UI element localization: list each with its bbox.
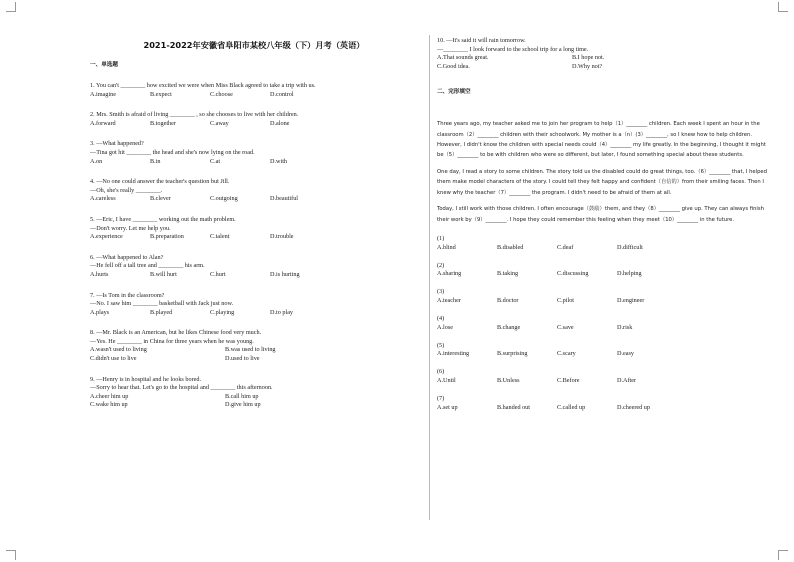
option-row <box>90 91 420 100</box>
option-row <box>90 158 420 167</box>
answer-option: A.experience <box>90 233 123 241</box>
answer-option: B.was used to living <box>225 346 276 354</box>
question-text: —He fell off a tall tree and ________ his arm. <box>90 262 205 270</box>
question-list <box>90 82 420 410</box>
answer-option: C.pilot <box>557 297 575 305</box>
answer-option: B.taking <box>497 270 519 278</box>
section-heading-single-choice: 一、单选题 <box>90 62 118 68</box>
cloze-number: (4) <box>437 315 445 323</box>
answer-option: B.surprising <box>497 350 528 358</box>
answer-option: D.alone <box>270 119 290 127</box>
answer-option: C.hurt <box>210 270 226 278</box>
answer-option: B.call him up <box>225 392 259 400</box>
answer-option: C.wake him up <box>90 401 128 409</box>
cloze-question <box>437 288 772 305</box>
question-block <box>90 111 420 128</box>
question-block <box>90 376 420 410</box>
answer-option: D.with <box>270 157 288 165</box>
option-row <box>437 404 772 413</box>
question-text: 10. —It's said it will rain tomorrow. <box>437 37 526 44</box>
cloze-number: (2) <box>437 261 445 269</box>
question-text: —Sorry to hear that. Let's go to the hospital and ________ this afternoon. <box>90 384 273 392</box>
crop-mark <box>778 2 788 12</box>
answer-option: C.called up <box>557 403 586 411</box>
question-block <box>90 329 420 363</box>
answer-option: D.helping <box>617 270 642 278</box>
answer-option: A.set up <box>437 403 458 411</box>
answer-option: A.wasn't used to living <box>90 346 147 354</box>
answer-option: D.cheered up <box>617 403 650 411</box>
answer-option: D.control <box>270 90 294 98</box>
passage-paragraph: Three years ago, my teacher asked me to join her program to help（1）________ children. Each week I spent an hour in the classroom（2）________ children with their schoolwork. My mother is a（n）(3）________, so I knew how to help children. However, I didn't know the children with special needs could（4）________ my life greatly. In the beginning, I thought it might be（5）________ to be with children who were so different, but later, I found something special about these students. <box>437 121 766 159</box>
option-row <box>90 309 420 318</box>
answer-option: A.hurts <box>90 270 109 278</box>
answer-option: C.choose <box>210 90 233 98</box>
question-text: 5. —Eric, I have ________ working out the math problem. <box>90 215 236 223</box>
answer-option: A.teacher <box>437 297 461 305</box>
crop-mark <box>6 550 16 560</box>
question-text: —No. I saw him ________ basketball with Jack just now. <box>90 300 234 308</box>
option-row <box>90 120 420 129</box>
answer-option: C.scary <box>557 350 576 358</box>
answer-option: B.played <box>150 308 173 316</box>
option-row <box>90 233 420 242</box>
column-divider <box>429 35 430 520</box>
question-block <box>90 178 420 204</box>
question-text: 3. —What happened? <box>90 140 144 148</box>
answer-option: B.in <box>150 157 161 165</box>
option-row <box>437 377 772 386</box>
option-row <box>90 393 420 410</box>
option-row <box>90 195 420 204</box>
answer-option: B.expect <box>150 90 172 98</box>
answer-option: B.clever <box>150 195 171 203</box>
option-row <box>437 324 772 333</box>
cloze-number: (7) <box>437 395 445 403</box>
cloze-question <box>437 342 772 359</box>
answer-option: C.Before <box>557 377 580 385</box>
answer-option: B.change <box>497 323 521 331</box>
answer-option: A.That sounds great. <box>437 54 489 62</box>
answer-option: D.difficult <box>617 243 643 251</box>
answer-option: C.outgoing <box>210 195 238 203</box>
question-block <box>90 292 420 318</box>
cloze-number: (1) <box>437 235 445 243</box>
question-text: 6. —What happened to Alan? <box>90 253 164 261</box>
answer-option: B.will hurt <box>150 270 177 278</box>
answer-option: A.imagine <box>90 90 116 98</box>
right-column <box>437 37 772 412</box>
option-row <box>437 270 772 279</box>
answer-option: D.beautiful <box>270 195 299 203</box>
question-text: —Oh, she's really ________. <box>90 186 163 194</box>
answer-option: A.on <box>90 157 103 165</box>
question-block <box>90 82 420 99</box>
option-row <box>90 346 420 363</box>
answer-option: A.blind <box>437 243 456 251</box>
cloze-number: (5) <box>437 341 445 349</box>
option-row <box>437 350 772 359</box>
question-text: —Yes. He ________ in China for three years when he was young. <box>90 337 254 345</box>
crop-mark <box>778 550 788 560</box>
cloze-question-list <box>437 235 772 412</box>
answer-option: A.interesting <box>437 350 470 358</box>
answer-option: C.talent <box>210 233 230 241</box>
answer-option: C.Good idea. <box>437 62 470 70</box>
cloze-number: (3) <box>437 288 445 296</box>
answer-option: D.After <box>617 377 637 385</box>
left-column <box>90 40 420 410</box>
question-block <box>90 216 420 242</box>
option-row <box>437 297 772 306</box>
question-text: 2. Mrs. Smith is afraid of living ________ , so she chooses to live with her children. <box>90 111 299 119</box>
answer-option: D.give him up <box>225 401 261 409</box>
question-text: 7. —Is Tom in the classroom? <box>90 291 165 299</box>
cloze-question <box>437 235 772 252</box>
question-text: —________ I look forward to the school trip for a long time. <box>437 45 589 53</box>
answer-option: D.used to live <box>225 355 260 363</box>
cloze-question <box>437 395 772 412</box>
answer-option: A.lose <box>437 323 453 331</box>
answer-option: C.deaf <box>557 243 574 251</box>
passage-paragraph: Today, I still work with those children. I often encourage（鼓励）them, and they（8）________ give up. They can always finish their work by（9）________. I hope they could remember this feeling when they meet（10）________ in the future. <box>437 206 764 223</box>
answer-option: B.preparation <box>150 233 184 241</box>
answer-option: B.doctor <box>497 297 519 305</box>
answer-option: B.Unless <box>497 377 520 385</box>
answer-option: B.together <box>150 119 176 127</box>
answer-option: C.away <box>210 119 229 127</box>
answer-option: A.Until <box>437 377 456 385</box>
answer-option: A.sharing <box>437 270 462 278</box>
question-text: —Tina got hit ________ the head and she's now lying on the road. <box>90 148 255 156</box>
answer-option: C.save <box>557 323 574 331</box>
answer-option: C.playing <box>210 308 235 316</box>
answer-option: C.discussing <box>557 270 589 278</box>
answer-option: D.Why not? <box>572 62 603 70</box>
question-text: —Don't worry. Let me help you. <box>90 224 171 232</box>
question-block <box>90 140 420 166</box>
cloze-passage <box>437 119 772 225</box>
passage-paragraph: One day, I read a story to some children. The story told us the disabled could do great things, too.（6）________ that, I helped them make model characters of the story. I could tell they felt happy and confident（自信的）from their smiling faces. Then I knew why the teacher（7）________ the program. I didn't need to be afraid of them at all. <box>437 169 767 196</box>
cloze-number: (6) <box>437 368 445 376</box>
answer-option: B.I hope not. <box>572 54 605 62</box>
option-row <box>437 54 772 71</box>
cloze-question <box>437 315 772 332</box>
cloze-question <box>437 368 772 385</box>
answer-option: A.plays <box>90 308 110 316</box>
cloze-question <box>437 262 772 279</box>
option-row <box>437 244 772 253</box>
answer-option: D.to play <box>270 308 294 316</box>
answer-option: D.risk <box>617 323 633 331</box>
answer-option: A.forward <box>90 119 116 127</box>
question-block <box>90 254 420 280</box>
answer-option: A.careless <box>90 195 116 203</box>
answer-option: D.is hurting <box>270 270 300 278</box>
question-text: 4. —No one could answer the teacher's question but Jill. <box>90 178 230 186</box>
question-10 <box>437 37 772 71</box>
answer-option: B.disabled <box>497 243 524 251</box>
answer-option: C.didn't use to live <box>90 355 137 363</box>
page-title: 2021-2022年安徽省阜阳市某校八年级（下）月考（英语） <box>143 40 365 50</box>
question-text: 1. You can't ________ how excited we were when Miss Black agreed to take a trip with us. <box>90 82 316 89</box>
answer-option: D.engineer <box>617 297 645 305</box>
question-text: 8. —Mr. Black is an American, but he likes Chinese food very much. <box>90 329 262 337</box>
answer-option: B.handed out <box>497 403 530 411</box>
option-row <box>90 271 420 280</box>
crop-mark <box>6 2 16 12</box>
answer-option: D.trouble <box>270 233 294 241</box>
answer-option: C.at <box>210 157 221 165</box>
answer-option: A.cheer him up <box>90 392 129 400</box>
question-text: 9. —Henry is in hospital and he looks bored. <box>90 375 202 383</box>
section-heading-cloze: 二、完形填空 <box>437 89 471 96</box>
answer-option: D.easy <box>617 350 635 358</box>
